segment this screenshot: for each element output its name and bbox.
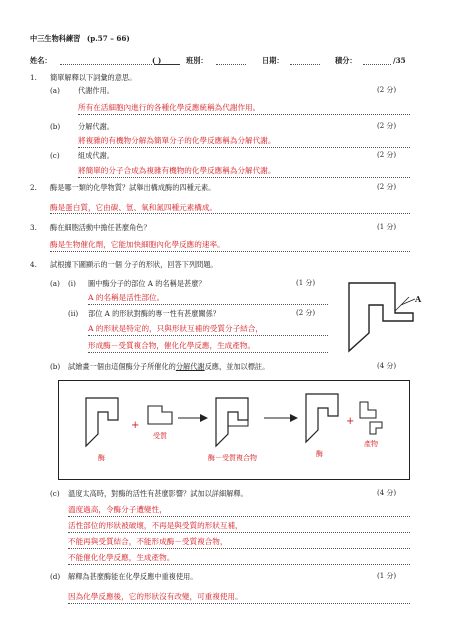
q4c-answer-2: 活性部位的形狀被破壞，不再是與受質的形狀互補，: [68, 521, 243, 530]
class-label: 班別：: [186, 56, 208, 65]
q4c-text: 溫度太高時，對酶的活性有甚麼影響？試加以詳細解釋。: [68, 489, 248, 498]
class-number-underline: [154, 64, 180, 65]
q4a-ii-answer-line-1[interactable]: [88, 335, 328, 336]
q2-text: 酶是哪一類的化學物質？試舉出構成酶的四種元素。: [50, 183, 216, 192]
date-label: 日期：: [262, 56, 284, 65]
complex-enzyme-shape: [216, 398, 248, 446]
product-shape-1: [360, 402, 376, 418]
q4d-answer: 因為化學反應後，它的形狀沒有改變，可重複使用。: [68, 592, 243, 601]
class-field[interactable]: [216, 64, 246, 65]
q4a-i-answer: A 的名稱是活性部位。: [88, 293, 165, 302]
q4b-text-post: 反應，並加以標註。: [204, 362, 270, 371]
substrate-shape: [148, 406, 172, 424]
enzyme-label-2: 酶: [316, 450, 323, 458]
q1-text: 簡單解釋以下詞彙的意思。: [50, 73, 137, 82]
q4a-i-answer-line[interactable]: [88, 304, 328, 305]
q4a-ii-label: (ii): [68, 309, 79, 318]
reaction-diagram: [58, 380, 410, 480]
enzyme-shape-1: [86, 398, 118, 446]
products-label: 產物: [364, 440, 378, 448]
plus-sign-2: +: [346, 416, 355, 427]
q2-marks: (2 分): [377, 183, 397, 191]
reaction-arrow-1-head: [200, 414, 208, 422]
q4b-text: [68, 362, 269, 371]
q4d-label: (d): [50, 572, 61, 581]
title-text: 中三生物科練習: [30, 34, 81, 43]
date-field[interactable]: [290, 64, 320, 65]
q4b-text-pre: 試繪畫一個由這個酶分子所催化的: [68, 362, 176, 371]
enzyme-outline: [349, 283, 413, 351]
q3-answer: 酶是生物催化劑，它能加快細胞內化學反應的速率。: [50, 240, 225, 249]
q1a-answer: 所有在活細胞內進行的各種化學反應統稱為代謝作用。: [78, 103, 261, 112]
complex-label: 酶－受質複合物: [208, 454, 257, 462]
q3-answer-line[interactable]: [50, 251, 410, 252]
q2-answer: 酶是蛋白質，它由碳、氫、氧和氮四種元素構成。: [50, 203, 218, 212]
enzyme-molecule-figure: [335, 275, 425, 360]
q4a-ii-answer-1: A 的形狀是特定的，只與形狀互補的受質分子結合，: [88, 324, 263, 333]
q3-marks: (1 分): [377, 223, 397, 231]
worksheet-title: [30, 34, 130, 43]
product-shape-2: [370, 422, 382, 434]
q1b-label: (b): [50, 122, 61, 131]
q4d-text: 解釋為甚麼酶能在化學反應中重複使用。: [68, 572, 198, 581]
q4-number: 4.: [30, 260, 37, 269]
q4a-label: (a): [50, 279, 60, 288]
q4c-answer-line-3[interactable]: [68, 548, 410, 549]
q4c-marks: (4 分): [377, 489, 397, 497]
q4c-answer-line-2[interactable]: [68, 532, 410, 533]
q4b-text-underlined: 分解代謝: [175, 362, 205, 371]
q1-number: 1.: [30, 73, 37, 82]
q1c-answer-line[interactable]: [78, 177, 410, 178]
complex-substrate-shape: [228, 412, 248, 426]
q3-number: 3.: [30, 223, 37, 232]
active-site-label-a: A: [415, 294, 422, 304]
q1b-marks: (2 分): [377, 122, 397, 130]
substrate-label: 受質: [153, 432, 167, 440]
q4c-label: (c): [50, 489, 60, 498]
q4a-ii-answer-line-2[interactable]: [88, 352, 328, 353]
q1c-marks: (2 分): [377, 151, 397, 159]
score-label: 積分：: [335, 56, 357, 65]
enzyme-shape-2: [306, 394, 338, 442]
q1b-term: 分解代謝。: [78, 122, 114, 131]
q1c-label: (c): [50, 151, 60, 160]
q4c-answer-line-1[interactable]: [68, 516, 410, 517]
q4c-answer-3: 不能再與受質結合，不能形成酶－受質複合物，: [68, 537, 228, 546]
q1b-answer-line[interactable]: [78, 147, 410, 148]
class-number-field[interactable]: ( ): [152, 56, 162, 65]
q4d-answer-line[interactable]: [68, 603, 410, 604]
q4-text: 試根據下圖顯示的一個 分子的形狀，回答下列問題。: [50, 260, 218, 269]
name-label: 姓名：: [30, 56, 52, 65]
q4c-answer-1: 溫度過高，令酶分子遭變性，: [68, 505, 167, 514]
q2-answer-line[interactable]: [50, 213, 410, 214]
q1a-answer-line[interactable]: [78, 114, 410, 115]
q3-text: 酶在細胞活動中擔任甚麼角色？: [50, 223, 151, 232]
page-range: (p.57 – 66): [86, 34, 130, 43]
q1c-term: 組成代謝。: [78, 151, 114, 160]
reaction-arrow-2-head: [290, 414, 298, 422]
enzyme-label-1: 酶: [98, 454, 105, 462]
q1a-marks: (2 分): [377, 86, 397, 94]
q2-number: 2.: [30, 183, 37, 192]
q4b-marks: (4 分): [377, 362, 397, 370]
q1c-answer: 將簡單的分子合成為複雜有機物的化學反應稱為分解代謝。: [78, 166, 276, 175]
q4a-ii-text: 部位 A 的形狀對酶的專一性有甚麼關係？: [88, 309, 220, 318]
q1a-label: (a): [50, 86, 60, 95]
score-total: /35: [393, 56, 406, 65]
q1b-answer: 將複雜的有機物分解為簡單分子的化學反應稱為分解代謝。: [78, 136, 276, 145]
pointer-line: [395, 297, 409, 311]
q4d-marks: (1 分): [377, 572, 397, 580]
q4a-ii-marks: (2 分): [296, 309, 316, 317]
q4c-answer-4: 不能催化化學反應，生成產物。: [68, 553, 175, 562]
pointer-line-a: [401, 299, 415, 305]
q4a-i-text: 圖中酶分子的部位 A 的名稱是甚麼？: [88, 279, 206, 288]
q4b-label: (b): [50, 362, 61, 371]
q4a-ii-answer-2: 形成酶－受質複合物，催化化學反應，生成產物。: [88, 341, 256, 350]
q4a-i-marks: (1 分): [296, 279, 316, 287]
q4a-i-label: (i): [68, 279, 76, 288]
name-field[interactable]: [60, 64, 152, 65]
score-field[interactable]: [363, 64, 391, 65]
diagram-box: [59, 381, 410, 480]
q4c-answer-line-4[interactable]: [68, 564, 410, 565]
plus-sign-1: +: [131, 420, 140, 431]
q1a-term: 代謝作用。: [78, 86, 114, 95]
